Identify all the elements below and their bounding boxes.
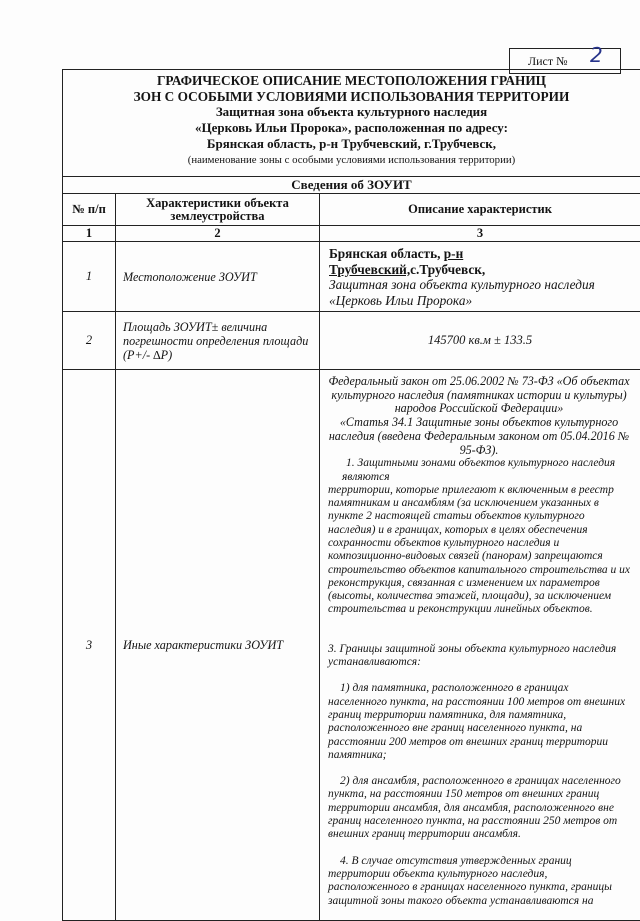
sheet-number: 2 xyxy=(590,43,603,67)
row-description: 145700 кв.м ± 133.5 xyxy=(320,312,640,370)
header-note: (наименование зоны с особыми условиями использования территории) xyxy=(63,154,640,166)
characteristics-table xyxy=(62,176,640,921)
col-number-2: 2 xyxy=(116,226,320,242)
col-header-description: Описание характеристик xyxy=(320,194,640,226)
clause-3: 3. Границы защитной зоны объекта культурного наследия устанавливаются: xyxy=(328,643,630,670)
row-characteristic: Площадь ЗОУИТ± величина погрешности определения площади (P+/- ∆P) xyxy=(116,312,320,370)
col-header-number: № п/п xyxy=(63,194,116,226)
col-number-1: 1 xyxy=(63,226,116,242)
row-description xyxy=(320,370,640,921)
header-line-2: ЗОН С ОСОБЫМИ УСЛОВИЯМИ ИСПОЛЬЗОВАНИЯ ТЕРРИТОРИИ xyxy=(63,89,640,105)
clause-3-item-2: 2) для ансамбля, расположенного в границах населенного пункта, на расстоянии 150 метров от внешних границ территории ансамбля, для ансамбля, расположенного вне границ населенного пункта, на расстоянии 250 метров от внешних границ территории ансамбля. xyxy=(328,775,630,841)
header-line-1: ГРАФИЧЕСКОЕ ОПИСАНИЕ МЕСТОПОЛОЖЕНИЯ ГРАНИЦ xyxy=(63,73,640,89)
table-row xyxy=(63,312,640,370)
clause-3-item-1: 1) для памятника, расположенного в границах населенного пункта, на расстоянии 100 метров от внешних границ территории памятника, для памятника, расположенного вне границ населенного пункта, на расстоянии 200 метров от внешних границ территории памятника; xyxy=(328,682,630,762)
table-row xyxy=(63,370,640,921)
header-line-5: Брянская область, р-н Трубчевский, г.Трубчевск, xyxy=(63,136,640,153)
row-number: 2 xyxy=(63,312,116,370)
header-line-4: «Церковь Ильи Пророка», расположенная по адресу: xyxy=(63,120,640,137)
document-frame xyxy=(62,69,640,909)
row-characteristic: Местоположение ЗОУИТ xyxy=(116,242,320,312)
sheet-label: Лист № xyxy=(528,54,568,68)
col-header-characteristic: Характеристики объекта землеустройства xyxy=(116,194,320,226)
address-district: Трубчевский, xyxy=(329,262,410,277)
object-name: «Церковь Ильи Пророка» xyxy=(329,293,472,308)
document-header xyxy=(63,70,640,166)
clause-1-body: территории, которые прилегают к включенным в реестр памятникам и ансамблям (за исключением указанных в пункте 2 настоящей статьи объектов культурного наследия) и в границах, которых в целях обеспечения сохранности объектов культурного наследия и композиционно-видовых связей (панорам) запрещаются строительство объектов капитального строительства и их реконструкция, связанная с изменением их параметров (высоты, количества этажей, площади), за исключением строительства и реконструкции линейных объектов. xyxy=(328,484,630,617)
address-district-abbrev: р-н xyxy=(444,246,463,261)
row-description xyxy=(320,242,640,312)
article-reference: «Статья 34.1 Защитные зоны объектов культурного наследия (введена Федеральным законом от 05.04.2016 № 95-ФЗ). xyxy=(328,416,630,457)
row-number: 1 xyxy=(63,242,116,312)
address-locality: с.Трубчевск, xyxy=(410,262,485,277)
row-number: 3 xyxy=(63,370,116,921)
clause-4: 4. В случае отсутствия утвержденных границ территории объекта культурного наследия, расположенного в границах населенного пункта, границы защитной зоны такого объекта устанавливаются на xyxy=(328,855,630,908)
row-characteristic: Иные характеристики ЗОУИТ xyxy=(116,370,320,921)
col-number-3: 3 xyxy=(320,226,640,242)
address-region: Брянская область, xyxy=(329,246,444,261)
header-line-3: Защитная зона объекта культурного наследия xyxy=(63,104,640,120)
clause-1-intro: 1. Защитными зонами объектов культурного наследия являются xyxy=(328,457,630,484)
table-row xyxy=(63,242,640,312)
law-reference: Федеральный закон от 25.06.2002 № 73-ФЗ «Об объектах культурного наследия (памятниках истории и культуры) народов Российской Федерации» xyxy=(328,375,630,416)
section-title: Сведения об ЗОУИТ xyxy=(63,177,640,194)
zone-name: Защитная зона объекта культурного наследия xyxy=(329,277,595,292)
